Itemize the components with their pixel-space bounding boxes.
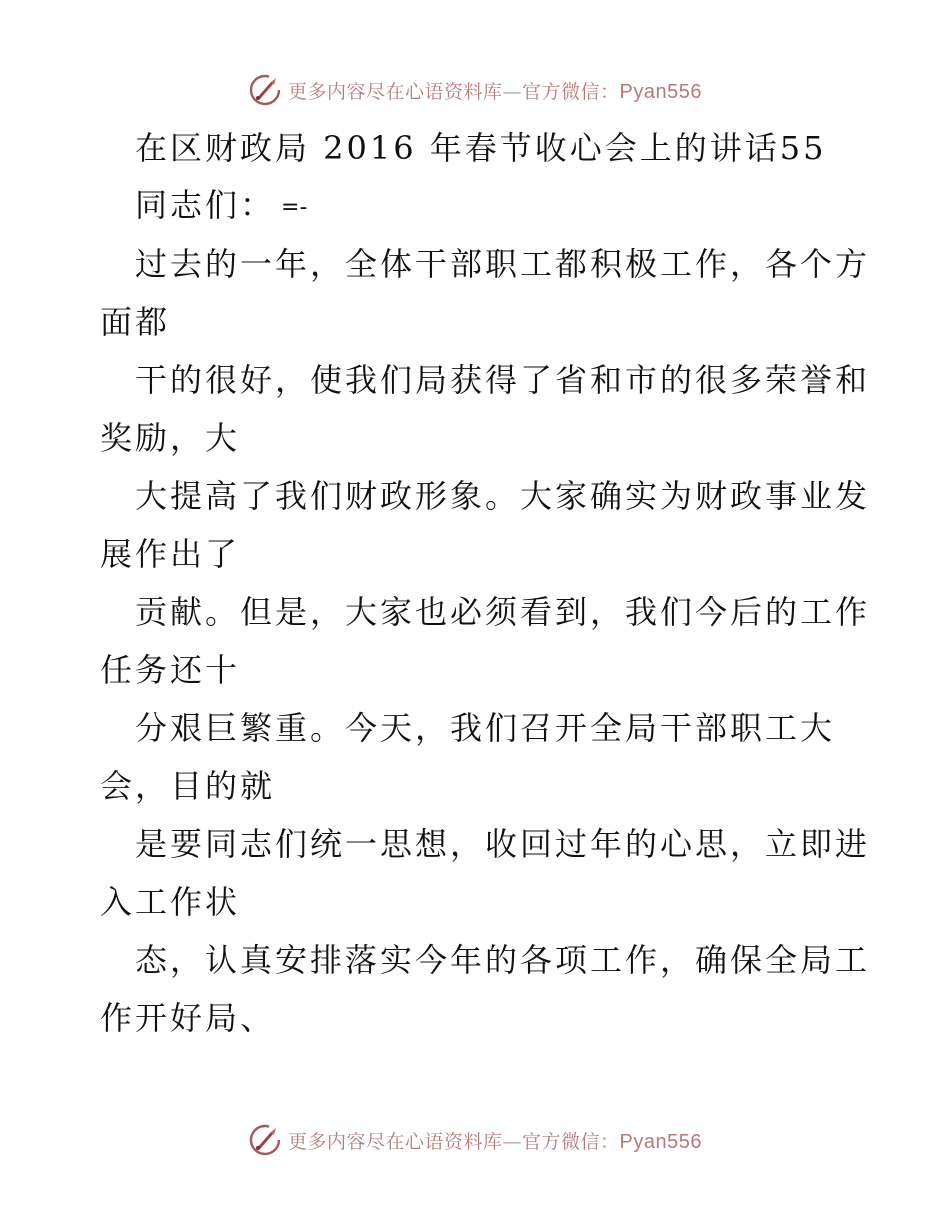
paragraph-line: 干的很好，使我们局获得了省和市的很多荣誉和 — [135, 361, 871, 399]
watermark-brand: 更多内容尽在心语资料库 — [288, 1130, 503, 1153]
paragraph-line: 态，认真安排落实今年的各项工作，确保全局工 — [135, 941, 871, 979]
watermark-contact-label: 官方微信： — [522, 80, 620, 103]
watermark-brand: 更多内容尽在心语资料库 — [288, 80, 503, 103]
paragraph-line: 是要同志们统一思想，收回过年的心思，立即进 — [135, 825, 871, 863]
watermark-text — [288, 77, 702, 104]
watermark-contact-id: Pyan556 — [619, 80, 702, 103]
paragraph-line: 大提高了我们财政形象。大家确实为财政事业发 — [135, 477, 871, 515]
salutation: 同志们： — [135, 186, 276, 224]
watermark-contact-id: Pyan556 — [619, 1130, 702, 1153]
watermark-separator: — — [502, 80, 523, 103]
paragraph-line: 任务还十 — [100, 651, 241, 689]
salutation-mark: =- — [281, 194, 308, 220]
header-watermark — [0, 70, 950, 110]
quill-logo-icon — [248, 1123, 282, 1157]
paragraph-line: 过去的一年，全体干部职工都积极工作，各个方 — [135, 245, 871, 283]
salutation-line — [135, 185, 307, 228]
paragraph-line: 入工作状 — [100, 883, 241, 921]
paragraph-line: 分艰巨繁重。今天，我们召开全局干部职工大 — [135, 709, 836, 747]
paragraph-line: 展作出了 — [100, 535, 241, 573]
quill-logo-icon — [248, 73, 282, 107]
watermark-text — [288, 1127, 702, 1154]
paragraph-line: 作开好局、 — [100, 999, 276, 1037]
footer-watermark — [0, 1120, 950, 1160]
paragraph-line: 面都 — [100, 303, 171, 341]
document-title: 在区财政局 2016 年春节收心会上的讲话55 — [135, 129, 827, 167]
watermark-contact-label: 官方微信： — [522, 1130, 620, 1153]
paragraph-line: 奖励，大 — [100, 419, 241, 457]
paragraph-line: 会，目的就 — [100, 767, 276, 805]
watermark-separator: — — [502, 1130, 523, 1153]
paragraph-line: 贡献。但是，大家也必须看到，我们今后的工作 — [135, 593, 871, 631]
